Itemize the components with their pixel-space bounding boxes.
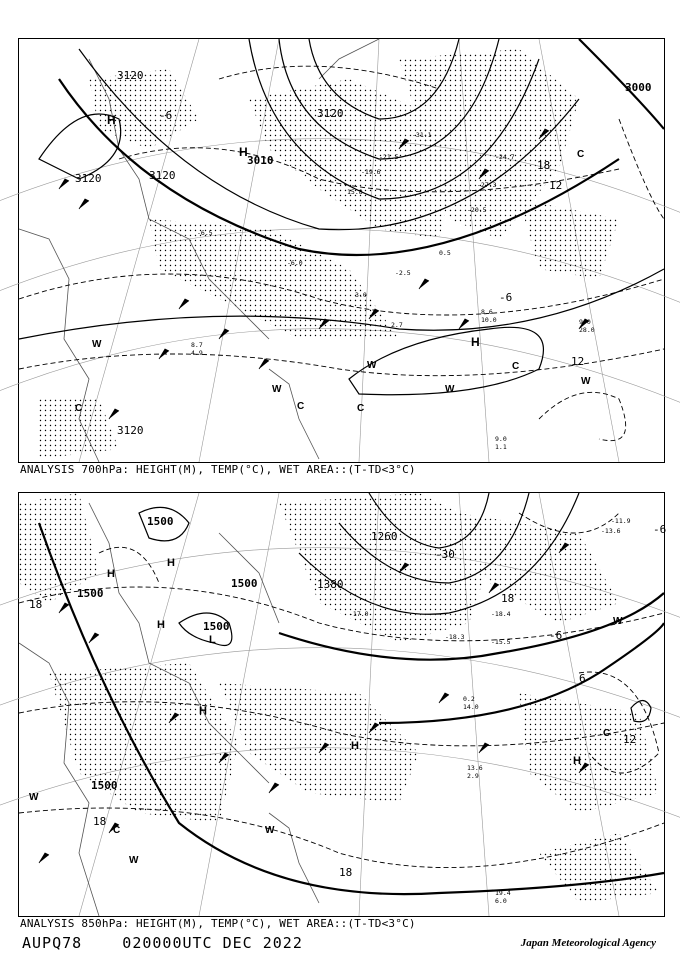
station-value: 19.4	[495, 889, 511, 897]
caption-850hpa: ANALYSIS 850hPa: HEIGHT(M), TEMP(°C), WET AREA::(T-TD<3°C)	[20, 917, 416, 930]
low-pressure-center: L	[209, 634, 216, 646]
station-value: 9.0	[495, 435, 507, 443]
map-panel-850hpa	[18, 492, 665, 917]
height-label: 3120	[117, 424, 144, 437]
high-pressure-center: H	[199, 705, 207, 717]
station-value: -11.9	[611, 517, 631, 525]
warm-marker: W	[29, 792, 39, 803]
station-value: 2.9	[467, 772, 479, 780]
station-value: -15.5	[491, 638, 511, 646]
cold-marker: C	[113, 825, 121, 836]
height-label: 1500	[203, 620, 230, 633]
station-value: 6.0	[495, 897, 507, 905]
station-value: -18.4	[491, 610, 511, 618]
warm-marker: W	[265, 825, 275, 836]
station-value: 8.6	[481, 308, 493, 316]
station-value: -6.5	[197, 229, 213, 237]
high-pressure-center: H	[471, 335, 480, 349]
high-pressure-center: H	[157, 619, 165, 631]
station-value: 8.7	[191, 341, 203, 349]
temperature-label: 12	[549, 179, 563, 192]
high-pressure-center: H	[107, 568, 115, 580]
station-value: 1.1	[495, 443, 507, 451]
station-value: -13.6	[601, 527, 621, 535]
station-value: 0.2	[463, 695, 475, 703]
map-700hpa-canvas	[19, 39, 664, 462]
height-label: 1380	[317, 578, 344, 591]
warm-marker: W	[92, 339, 102, 350]
height-label: 3000	[625, 81, 652, 94]
caption-700hpa: ANALYSIS 700hPa: HEIGHT(M), TEMP(°C), WET AREA::(T-TD<3°C)	[20, 463, 416, 476]
cold-marker: C	[75, 403, 83, 414]
temperature-label: -6	[549, 629, 563, 642]
station-value: 4.9	[191, 349, 203, 357]
agency-credit: Japan Meteorological Agency	[520, 937, 656, 949]
height-label: 1260	[371, 530, 398, 543]
height-label: 3120	[117, 69, 144, 82]
station-value: -27.3	[477, 181, 497, 189]
station-value: -19.6	[361, 168, 381, 176]
warm-marker: W	[581, 376, 591, 387]
temperature-label: -6	[499, 291, 513, 304]
temperature-label: -6	[653, 523, 667, 536]
station-value: -6.0	[287, 259, 303, 267]
map-850hpa-canvas	[19, 493, 667, 916]
station-value: 14.0	[463, 703, 479, 711]
station-value: 3.0	[355, 291, 367, 299]
height-label: 1500	[91, 779, 118, 792]
station-value: -21.5	[379, 153, 399, 161]
high-pressure-center: H	[351, 740, 359, 752]
temperature-label: 18	[339, 866, 353, 879]
station-value: -20.5	[467, 206, 487, 214]
station-value: 0.5	[439, 249, 451, 257]
station-value: 13.6	[467, 764, 483, 772]
wet-area-shading	[19, 493, 659, 903]
cold-marker: C	[357, 403, 365, 414]
high-pressure-center: H	[167, 557, 175, 569]
height-label: 1500	[147, 515, 174, 528]
cold-marker: C	[577, 149, 585, 160]
high-pressure-center: H	[573, 755, 581, 767]
warm-marker: W	[445, 384, 455, 395]
temperature-label: 12	[623, 733, 637, 746]
station-value: 2.7	[391, 321, 403, 329]
station-value: -17.0	[349, 610, 369, 618]
station-value: 28.0	[579, 326, 595, 334]
chart-identifier: AUPQ78 020000UTC DEC 2022	[22, 934, 303, 952]
temperature-label: 12	[571, 355, 585, 368]
temperature-label: 18	[93, 815, 107, 828]
temperature-label: 6	[579, 672, 586, 685]
warm-marker: W	[272, 384, 282, 395]
station-value: 15.8	[347, 188, 363, 196]
station-value: -31.1	[412, 131, 432, 139]
temperature-label: 18	[501, 592, 515, 605]
cold-marker: C	[297, 401, 305, 412]
temperature-label: 18	[29, 598, 43, 611]
high-pressure-center: H	[107, 113, 116, 127]
station-value: 9.0	[579, 318, 591, 326]
height-label: 1500	[231, 577, 258, 590]
high-pressure-center: H	[239, 145, 248, 159]
height-label: 3120	[149, 169, 176, 182]
warm-marker: W	[367, 360, 377, 371]
warm-marker: W	[129, 855, 139, 866]
height-label: 3120	[317, 107, 344, 120]
station-value: -2.5	[395, 269, 411, 277]
cold-marker: C	[512, 361, 520, 372]
height-label: 3010	[247, 154, 274, 167]
station-value: -18.3	[445, 633, 465, 641]
height-label: 3120	[75, 172, 102, 185]
temperature-label: -30	[435, 548, 455, 561]
station-value: 10.0	[481, 316, 497, 324]
height-label: 1500	[77, 587, 104, 600]
map-panel-700hpa	[18, 38, 665, 463]
station-value: -24.7	[495, 153, 515, 161]
cold-marker: C	[603, 728, 611, 739]
temperature-label: -6	[159, 109, 173, 122]
warm-marker: W	[613, 616, 623, 627]
temperature-label: 18	[537, 159, 551, 172]
